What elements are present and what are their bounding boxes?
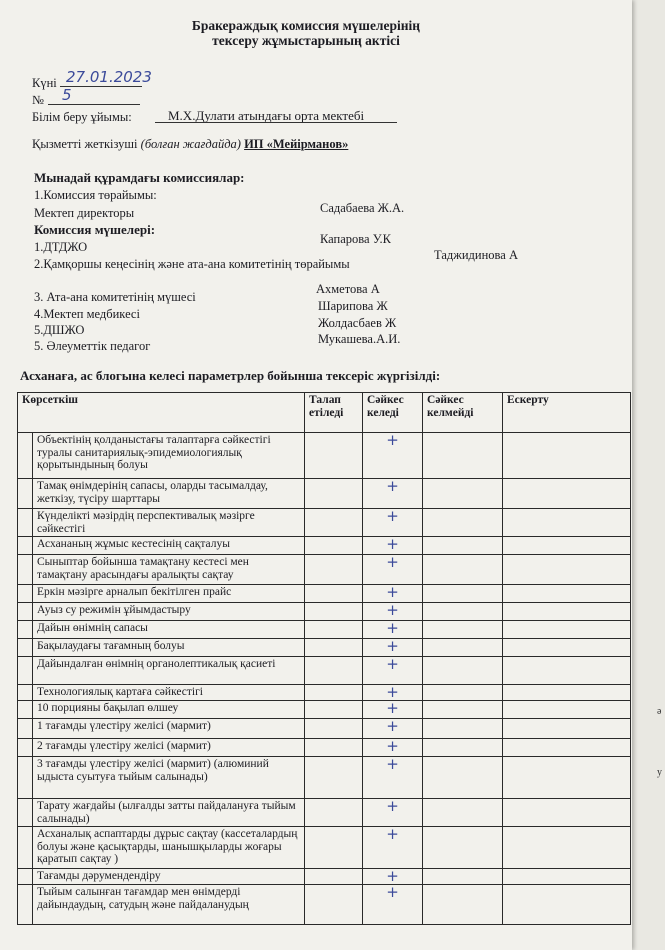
row-gutter-cell: [18, 701, 33, 719]
number-underline: [48, 104, 140, 105]
indicator-cell: Тыйым салынған тағамдар мен өнімдерді дайындаудың, сатудың және пайдаланудың: [33, 885, 305, 925]
note-cell: [503, 509, 631, 537]
row-gutter-cell: [18, 433, 33, 479]
noncompliant-cell: [423, 827, 503, 869]
indicator-cell: Ауыз су режимін ұйымдастыру: [33, 603, 305, 621]
required-cell: [305, 739, 363, 757]
indicator-cell: Тағамды дәрумендендіру: [33, 869, 305, 885]
indicator-cell: Тарату жағдайы (ылғалды затты пайдалануға тыйым салынады): [33, 799, 305, 827]
indicator-cell: 3 тағамды үлестіру желісі (мармит) (алюминий ыдыста суытуға тыйым салынады): [33, 757, 305, 799]
table-row: [18, 639, 631, 657]
school-value: М.Х.Дулати атындағы орта мектебі: [168, 108, 365, 123]
compliant-mark: +: [363, 869, 423, 885]
required-cell: [305, 869, 363, 885]
commission-heading: Мынадай құрамдағы комиссиялар:: [34, 170, 245, 185]
row-gutter-cell: [18, 719, 33, 739]
note-cell: [503, 757, 631, 799]
indicator-cell: Объектінің қолданыстағы талаптарға сәйкестігі туралы санитариялық-эпидемиологиялық қорытындының болуы: [33, 433, 305, 479]
note-cell: [503, 621, 631, 639]
required-cell: [305, 827, 363, 869]
chair-role: Мектеп директоры: [34, 206, 135, 220]
noncompliant-cell: [423, 885, 503, 925]
table-row: [18, 719, 631, 739]
indicator-cell: Еркін мәзірге арналып бекітілген прайс: [33, 585, 305, 603]
supplier-value: ИП «Мейірманов»: [244, 137, 349, 151]
table-row: [18, 585, 631, 603]
chair-name: Садабаева Ж.А.: [320, 201, 405, 215]
indicator-cell: 10 порцияны бақылап өлшеу: [33, 701, 305, 719]
compliant-mark: +: [363, 479, 423, 509]
row-gutter-cell: [18, 603, 33, 621]
note-cell: [503, 869, 631, 885]
date-label: Күні: [32, 76, 57, 90]
member-role: 4.Мектеп медбикесі: [34, 307, 140, 321]
member-role: 3. Ата-ана комитетінің мүшесі: [34, 290, 196, 304]
compliant-mark: +: [363, 799, 423, 827]
members-heading: Комиссия мүшелері:: [34, 222, 156, 237]
required-cell: [305, 757, 363, 799]
note-cell: [503, 585, 631, 603]
table-row: [18, 657, 631, 685]
table-row: [18, 537, 631, 555]
required-cell: [305, 537, 363, 555]
note-cell: [503, 603, 631, 621]
table-row: [18, 621, 631, 639]
table-row: [18, 739, 631, 757]
inspection-heading: Асханаға, ас блогына келесі параметрлер бойынша тексеріс жүргізілді:: [20, 368, 441, 383]
table-row: [18, 885, 631, 925]
row-gutter-cell: [18, 509, 33, 537]
row-gutter-cell: [18, 537, 33, 555]
doc-title-line1: Бракераждық комиссия мүшелерінің: [191, 18, 421, 33]
indicator-cell: Сыныптар бойынша тамақтану кестесі мен тамақтану арасындағы аралықты сақтау: [33, 555, 305, 585]
noncompliant-cell: [423, 555, 503, 585]
noncompliant-cell: [423, 639, 503, 657]
header-note: Ескерту: [503, 393, 631, 433]
compliant-mark: +: [363, 827, 423, 869]
noncompliant-cell: [423, 479, 503, 509]
edge-fragment: ә: [657, 706, 662, 717]
indicator-cell: Асханалық аспаптарды дұрыс сақтау (кассеталардың болуы және қасықтарды, шанышқыларды жоғары қаратып сақтау ): [33, 827, 305, 869]
compliant-mark: +: [363, 585, 423, 603]
required-cell: [305, 603, 363, 621]
compliant-mark: +: [363, 621, 423, 639]
noncompliant-cell: [423, 719, 503, 739]
date-underline: [60, 86, 142, 87]
noncompliant-cell: [423, 537, 503, 555]
table-header-row: [18, 393, 631, 433]
compliant-mark: +: [363, 757, 423, 799]
table-row: [18, 869, 631, 885]
noncompliant-cell: [423, 799, 503, 827]
compliant-mark: +: [363, 739, 423, 757]
table-row: [18, 757, 631, 799]
noncompliant-cell: [423, 685, 503, 701]
indicator-cell: 2 тағамды үлестіру желісі (мармит): [33, 739, 305, 757]
supplier-line: [32, 137, 348, 152]
row-gutter-cell: [18, 585, 33, 603]
member-name: Ахметова А: [316, 282, 380, 296]
compliant-mark: +: [363, 639, 423, 657]
required-cell: [305, 639, 363, 657]
supplier-label: Қызметті жеткізуші: [32, 137, 138, 151]
note-cell: [503, 657, 631, 685]
member-role: 5.ДШЖО: [34, 323, 85, 337]
note-cell: [503, 685, 631, 701]
required-cell: [305, 621, 363, 639]
header-indicator: Көрсеткіш: [18, 393, 305, 433]
member-name: Таджидинова А: [434, 248, 518, 262]
required-cell: [305, 799, 363, 827]
required-cell: [305, 585, 363, 603]
noncompliant-cell: [423, 603, 503, 621]
row-gutter-cell: [18, 555, 33, 585]
required-cell: [305, 719, 363, 739]
compliant-mark: +: [363, 555, 423, 585]
row-gutter-cell: [18, 621, 33, 639]
member-name: Мукашева.А.И.: [318, 332, 401, 346]
note-cell: [503, 537, 631, 555]
table-row: [18, 555, 631, 585]
indicator-cell: Асхананың жұмыс кестесінің сақталуы: [33, 537, 305, 555]
row-gutter-cell: [18, 639, 33, 657]
noncompliant-cell: [423, 869, 503, 885]
school-label: Білім беру ұйымы:: [32, 110, 132, 124]
member-role: 2.Қамқоршы кеңесінің және ата-ана комитетінің төрайымы: [34, 257, 350, 271]
compliant-mark: +: [363, 885, 423, 925]
indicator-cell: 1 тағамды үлестіру желісі (мармит): [33, 719, 305, 739]
compliant-mark: +: [363, 603, 423, 621]
compliant-mark: +: [363, 685, 423, 701]
required-cell: [305, 479, 363, 509]
required-cell: [305, 885, 363, 925]
note-cell: [503, 885, 631, 925]
compliant-mark: +: [363, 657, 423, 685]
note-cell: [503, 701, 631, 719]
row-gutter-cell: [18, 869, 33, 885]
row-gutter-cell: [18, 827, 33, 869]
header-compliant: Сәйкес келеді: [363, 393, 423, 433]
note-cell: [503, 739, 631, 757]
member-role: 1.ДТДЖО: [34, 240, 88, 254]
edge-fragment: у: [657, 767, 662, 778]
required-cell: [305, 701, 363, 719]
table-row: [18, 827, 631, 869]
compliant-mark: +: [363, 433, 423, 479]
note-cell: [503, 479, 631, 509]
member-name: Жолдасбаев Ж: [318, 316, 397, 330]
indicator-cell: Дайындалған өнімнің органолептикалық қасиеті: [33, 657, 305, 685]
row-gutter-cell: [18, 757, 33, 799]
row-gutter-cell: [18, 479, 33, 509]
date-value: 27.01.2023: [66, 68, 152, 86]
compliant-mark: +: [363, 719, 423, 739]
member-name: Капарова У.К: [320, 232, 391, 246]
table-row: [18, 799, 631, 827]
noncompliant-cell: [423, 509, 503, 537]
member-role: 5. Әлеуметтік педагог: [34, 339, 151, 353]
required-cell: [305, 685, 363, 701]
note-cell: [503, 433, 631, 479]
row-gutter-cell: [18, 739, 33, 757]
noncompliant-cell: [423, 757, 503, 799]
compliant-mark: +: [363, 509, 423, 537]
noncompliant-cell: [423, 621, 503, 639]
note-cell: [503, 827, 631, 869]
indicator-cell: Технологиялық картаға сәйкестігі: [33, 685, 305, 701]
compliant-mark: +: [363, 701, 423, 719]
compliant-mark: +: [363, 537, 423, 555]
row-gutter-cell: [18, 657, 33, 685]
supplier-note: (болған жағдайда): [140, 137, 241, 151]
member-name: Шарипова Ж: [318, 299, 388, 313]
table-row: [18, 685, 631, 701]
school-underline: [155, 122, 397, 123]
inspection-table: [17, 392, 631, 925]
required-cell: [305, 555, 363, 585]
note-cell: [503, 639, 631, 657]
indicator-cell: Тамақ өнімдерінің сапасы, оларды тасымалдау, жеткізу, түсіру шарттары: [33, 479, 305, 509]
table-row: [18, 509, 631, 537]
indicator-cell: Дайын өнімнің сапасы: [33, 621, 305, 639]
header-required: Талап етіледі: [305, 393, 363, 433]
noncompliant-cell: [423, 585, 503, 603]
required-cell: [305, 433, 363, 479]
indicator-cell: Бақылаудағы тағамның болуы: [33, 639, 305, 657]
row-gutter-cell: [18, 685, 33, 701]
noncompliant-cell: [423, 657, 503, 685]
number-label: №: [32, 93, 44, 107]
note-cell: [503, 799, 631, 827]
noncompliant-cell: [423, 701, 503, 719]
table-row: [18, 603, 631, 621]
table-row: [18, 479, 631, 509]
table-row: [18, 433, 631, 479]
header-noncompliant: Сәйкес келмейді: [423, 393, 503, 433]
noncompliant-cell: [423, 433, 503, 479]
table-row: [18, 701, 631, 719]
noncompliant-cell: [423, 739, 503, 757]
required-cell: [305, 657, 363, 685]
doc-title-line2: тексеру жұмыстарының актісі: [212, 33, 400, 48]
chair-label: 1.Комиссия төрайымы:: [34, 188, 157, 202]
number-value: 5: [62, 86, 72, 104]
indicator-cell: Күнделікті мәзірдің перспективалық мәзірге сәйкестігі: [33, 509, 305, 537]
row-gutter-cell: [18, 885, 33, 925]
note-cell: [503, 555, 631, 585]
required-cell: [305, 509, 363, 537]
row-gutter-cell: [18, 799, 33, 827]
note-cell: [503, 719, 631, 739]
